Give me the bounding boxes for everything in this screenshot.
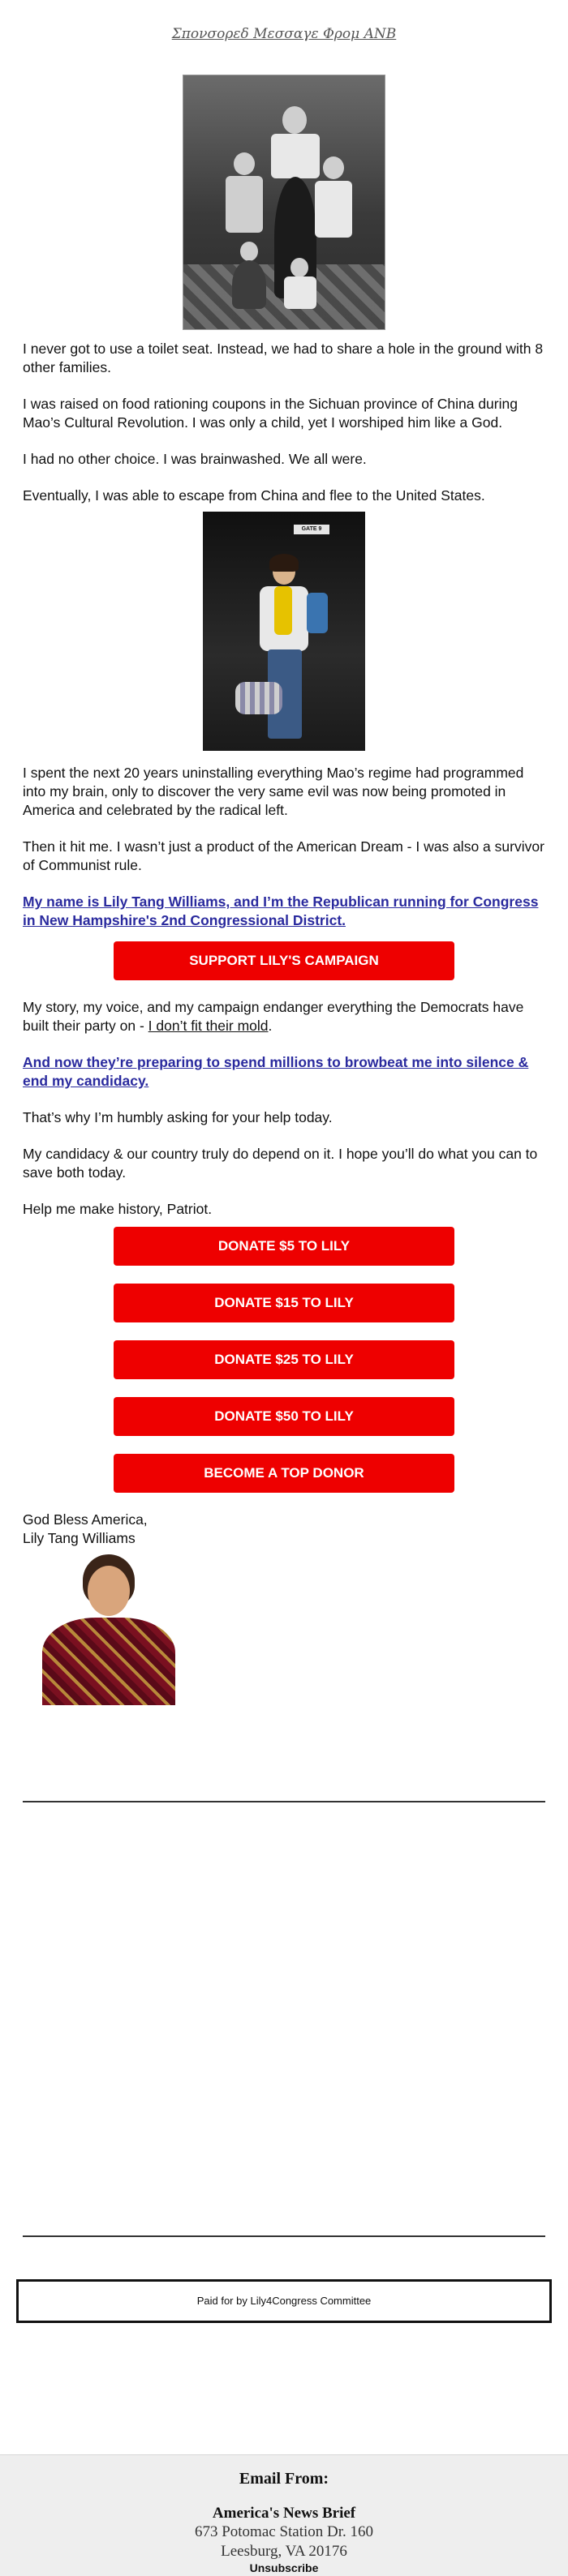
candidate-intro-link[interactable]: My name is Lily Tang Williams, and I’m the Republican running for Congress in New Hampshire's 2nd Congressional District. [23,894,539,928]
donate-25-button[interactable]: DONATE $25 TO LILY [114,1340,454,1379]
mold-paragraph-text: My story, my voice, and my campaign endanger everything the Democrats have built their party on - [23,999,524,1034]
story-paragraph: I never got to use a toilet seat. Instead, we had to share a hole in the ground with 8 other families. [23,341,544,375]
paid-for-disclaimer: Paid for by Lily4Congress Committee [16,2279,552,2323]
photo-figure [284,276,316,309]
spend-millions-link[interactable]: And now they’re preparing to spend millions to browbeat me into silence & end my candidacy. [23,1054,529,1089]
intro-paragraph [23,893,545,930]
signoff-line: God Bless America, [23,1511,148,1528]
photo-face [290,258,308,277]
photo-face [234,152,255,175]
donate-5-button[interactable]: DONATE $5 TO LILY [114,1227,454,1266]
photo-scarf [274,586,292,635]
gate-sign: GATE 9 [294,525,329,534]
donate-15-button[interactable]: DONATE $15 TO LILY [114,1284,454,1322]
email-from-label: Email From: [239,2470,329,2488]
mold-paragraph-end: . [268,1018,273,1034]
sponsored-message-link[interactable]: Σπονσορεδ Μεσσαγε Φρομ ΑΝΒ [171,26,397,42]
email-header [0,0,568,65]
unsubscribe-link[interactable]: Unsubscribe [249,2561,319,2574]
story-paragraph: I had no other choice. I was brainwashed. We all were. [23,451,367,467]
sender-name: America's News Brief [212,2505,356,2522]
story-paragraph: Eventually, I was able to escape from China and flee to the United States. [23,487,485,504]
photo-backpack [307,593,328,633]
signoff-name: Lily Tang Williams [23,1530,136,1546]
photo-hair [269,554,299,572]
airport-photo [203,512,365,751]
story-paragraph: Help me make history, Patriot. [23,1201,213,1217]
warning-paragraph [23,1053,545,1091]
story-paragraph: Then it hit me. I wasn’t just a product of the American Dream - I was also a survivor of Communist rule. [23,838,544,873]
story-paragraph: My candidacy & our country truly do depend on it. I hope you’ll do what you can to save both today. [23,1146,538,1181]
story-paragraph: That’s why I’m humbly asking for your help today. [23,1109,333,1125]
photo-duffel-bag [235,682,282,714]
photo-figure [226,176,263,233]
family-photo [183,75,385,330]
signoff [23,1511,545,1548]
story-paragraph: I spent the next 20 years uninstalling everything Mao’s regime had programmed into my brain, only to discover the very same evil was now being promoted in America and celebrated by the radical left. [23,765,524,818]
candidate-portrait [41,1551,179,1705]
email-footer [0,2454,568,2576]
story-paragraph: I was raised on food rationing coupons in the Sichuan province of China during Mao’s Cultural Revolution. I was only a child, yet I worshiped him like a God. [23,396,518,431]
portrait-jacket [42,1618,175,1705]
email-body [0,340,568,1548]
donate-50-button[interactable]: DONATE $50 TO LILY [114,1397,454,1436]
support-campaign-button[interactable]: SUPPORT LILY'S CAMPAIGN [114,941,454,980]
photo-face [323,156,344,179]
story-paragraph [23,998,545,1035]
photo-face [88,1566,130,1616]
photo-figure [232,260,266,309]
sender-address-line2: Leesburg, VA 20176 [221,2543,347,2560]
photo-face [240,242,258,261]
photo-figure [271,134,320,178]
photo-face [282,106,307,134]
top-donor-button[interactable]: BECOME A TOP DONOR [114,1454,454,1493]
sender-address-line1: 673 Potomac Station Dr. 160 [194,2523,374,2540]
photo-figure [315,181,352,238]
dont-fit-mold-link[interactable]: I don’t fit their mold [148,1018,269,1034]
